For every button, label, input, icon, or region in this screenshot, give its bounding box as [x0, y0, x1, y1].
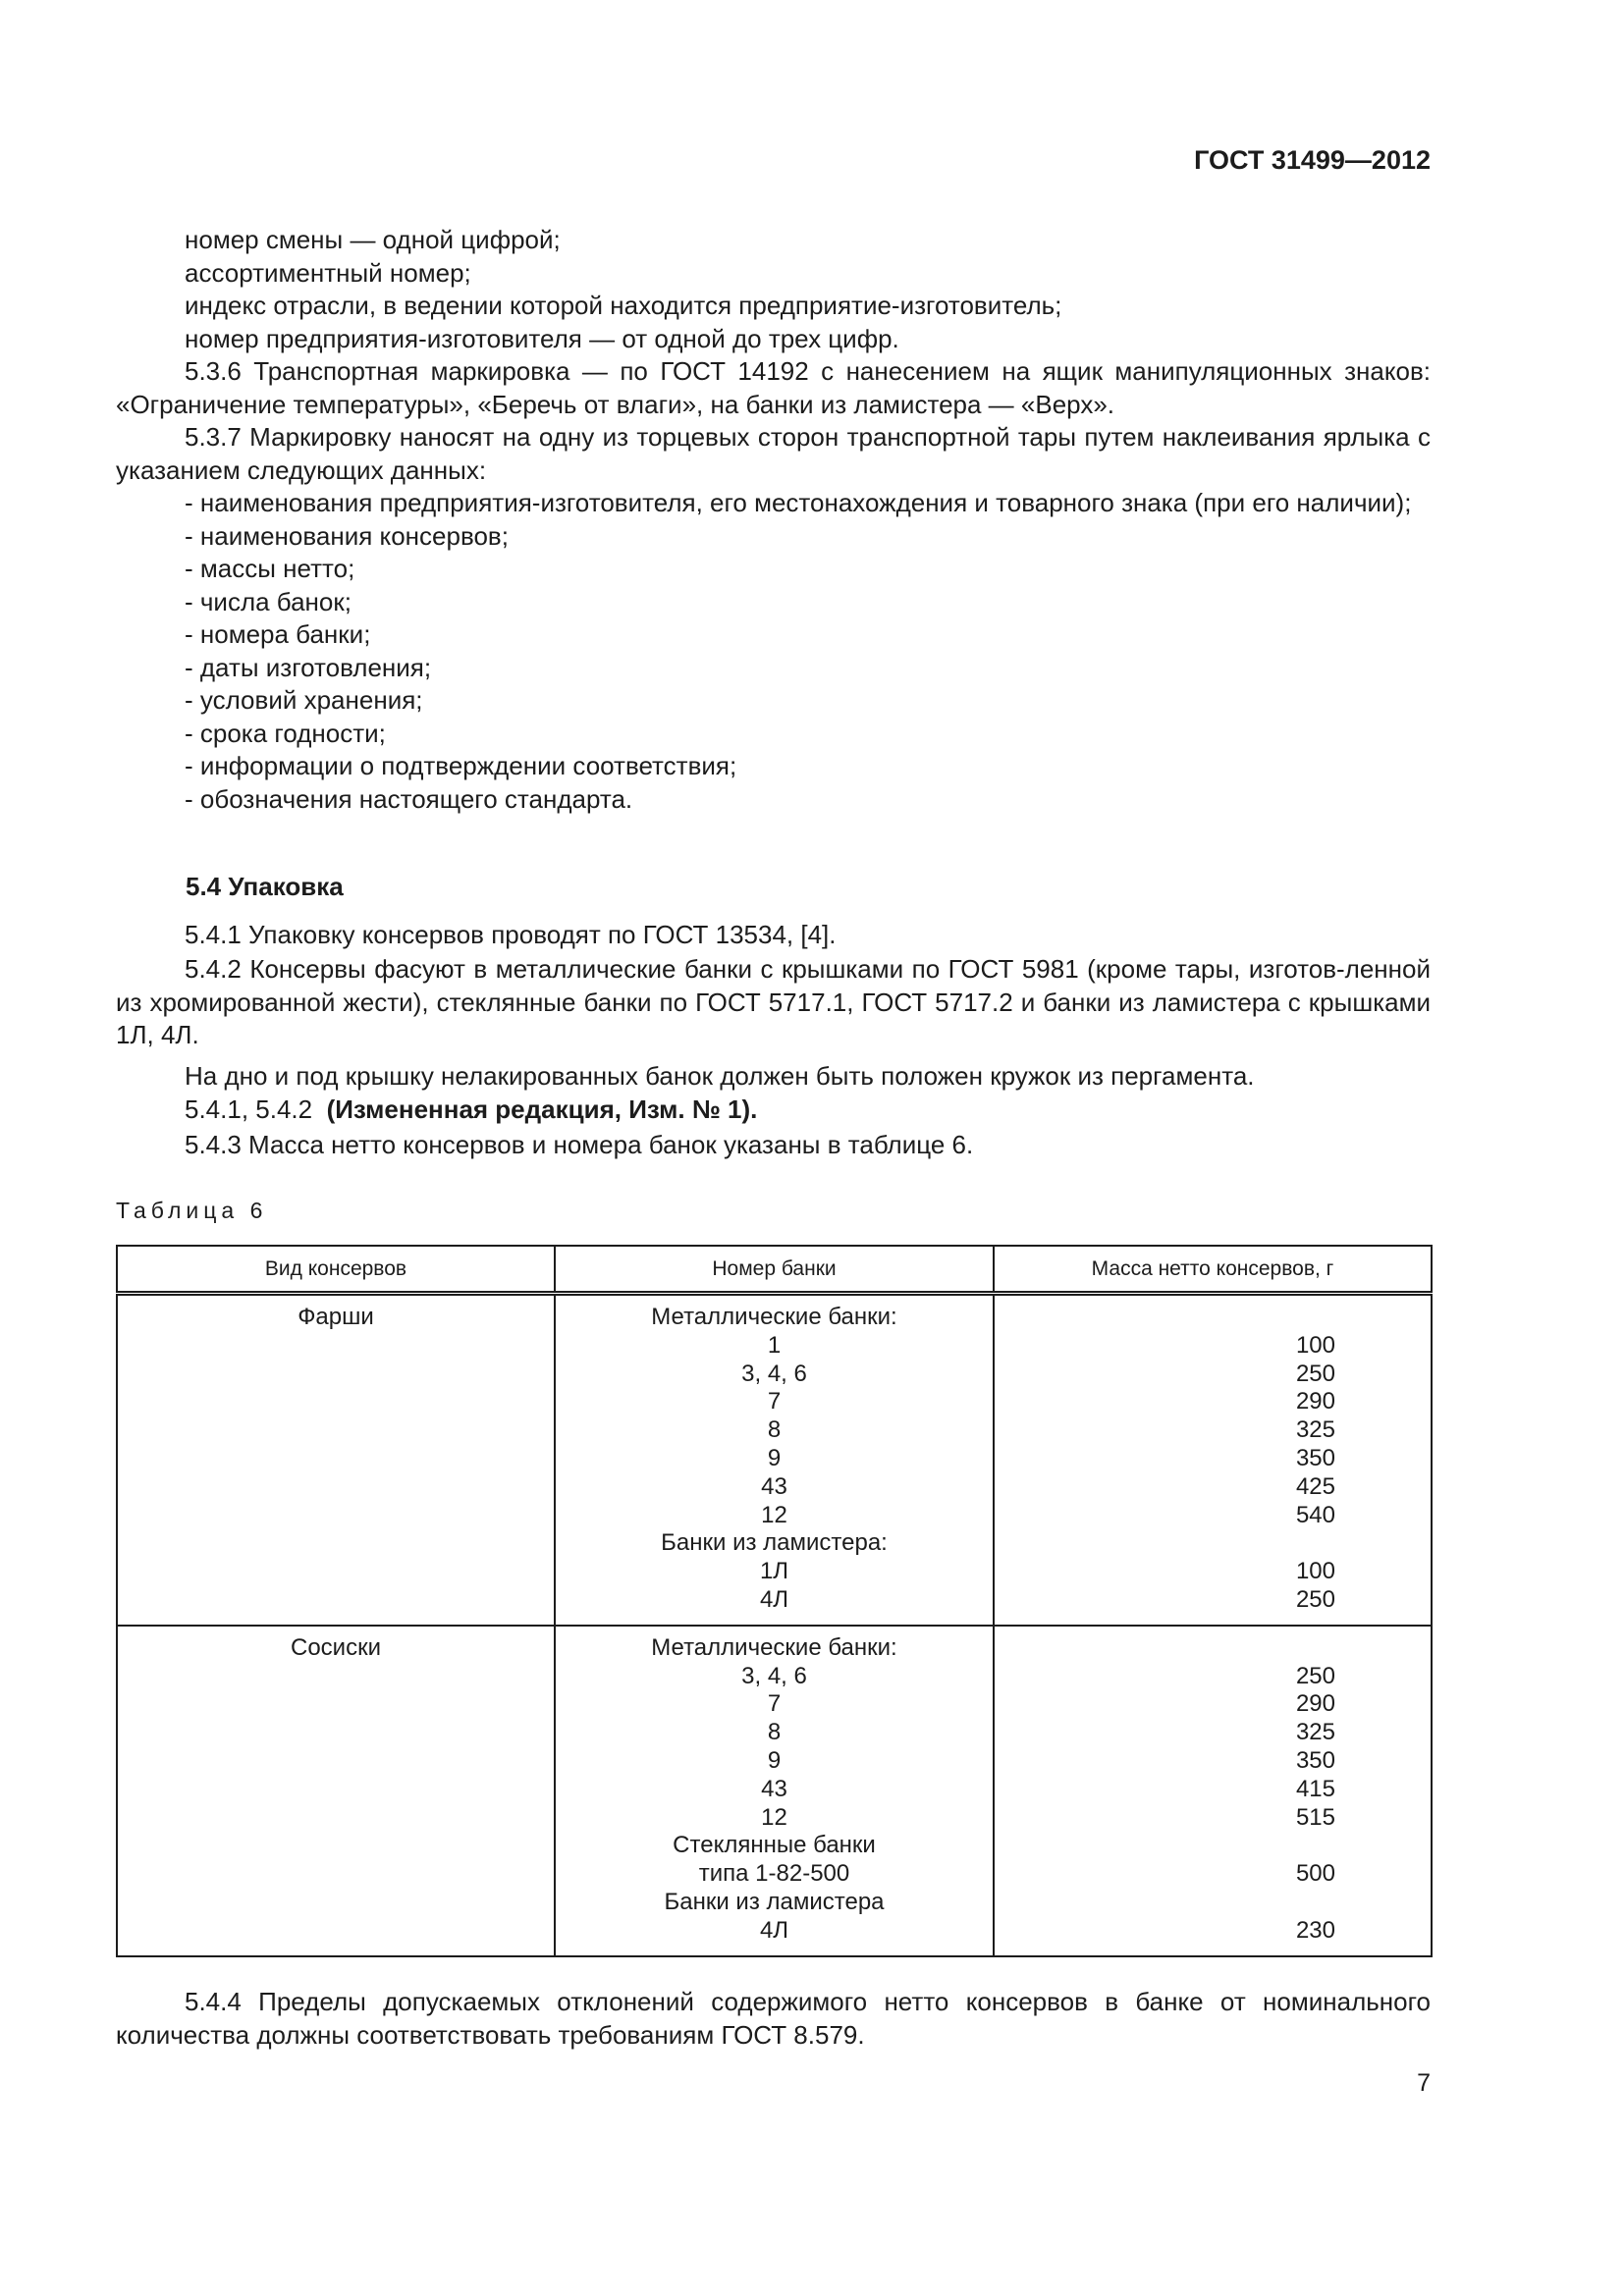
- paragraph-bottom-lid: На дно и под крышку нелакированных банок должен быть положен кружок из пергамента.: [185, 1061, 1255, 1091]
- marking-list: [116, 487, 1431, 816]
- page-number: 7: [1417, 2069, 1431, 2097]
- can-number: 7: [767, 1388, 782, 1415]
- can-number: 1Л: [759, 1558, 789, 1585]
- can-number: 4Л: [759, 1585, 789, 1613]
- can-number: 12: [761, 1501, 787, 1528]
- can-number: 9: [767, 1746, 782, 1774]
- intro-line: номер смены — одной цифрой;: [185, 225, 561, 254]
- product-kind-cell: [117, 1626, 555, 1956]
- paragraph-5-3-6: 5.3.6 Транспортная маркировка — по ГОСТ 14192 с нанесением на ящик манипуляционных знаков: «Ограничение температуры», «Беречь от влаги», на банки из ламистера — «Верх».: [116, 356, 1431, 419]
- intro-line: номер предприятия-изготовителя — от одной до трех цифр.: [185, 323, 899, 353]
- product-kind: Сосиски: [291, 1633, 381, 1661]
- can-number: 8: [767, 1719, 782, 1746]
- net-mass: [1090, 1304, 1335, 1332]
- product-kind: Фарши: [298, 1304, 374, 1330]
- can-number: 4Л: [759, 1916, 789, 1944]
- list-item: - наименования консервов;: [185, 520, 509, 551]
- net-mass: 415: [1295, 1775, 1335, 1802]
- net-mass: 250: [1295, 1585, 1335, 1613]
- list-item: - даты изготовления;: [185, 652, 432, 682]
- net-mass-cell: [994, 1626, 1432, 1956]
- net-mass: 425: [1295, 1472, 1335, 1500]
- intro-line: ассортиментный номер;: [185, 257, 471, 288]
- intro-lines: [116, 224, 1431, 355]
- canned-mass-table: [116, 1245, 1433, 1957]
- list-item: - срока годности;: [185, 718, 386, 748]
- net-mass: 500: [1295, 1860, 1335, 1888]
- net-mass: 350: [1295, 1746, 1335, 1774]
- can-number: 7: [767, 1690, 782, 1718]
- can-number: Банки из ламистера: [664, 1888, 885, 1915]
- paragraph-amendment: [116, 1094, 1431, 1127]
- net-mass: 325: [1295, 1719, 1335, 1746]
- table-row: [117, 1294, 1432, 1626]
- can-number: 8: [767, 1416, 782, 1444]
- net-mass: 540: [1295, 1501, 1335, 1528]
- intro-line: индекс отрасли, в ведении которой находится предприятие-изготовитель;: [185, 291, 1062, 320]
- net-mass: 325: [1295, 1416, 1335, 1444]
- net-mass: 250: [1295, 1662, 1335, 1689]
- net-mass: 250: [1295, 1360, 1335, 1387]
- table-row: [117, 1626, 1432, 1956]
- net-mass: 350: [1295, 1444, 1335, 1471]
- can-number: 12: [761, 1803, 787, 1831]
- net-mass: [1090, 1634, 1335, 1663]
- net-mass: 100: [1295, 1331, 1335, 1359]
- list-item: - условий хранения;: [185, 685, 423, 715]
- list-item: - номера банки;: [185, 619, 371, 649]
- can-number: 43: [761, 1472, 787, 1500]
- net-mass: [1090, 1889, 1335, 1917]
- net-mass: 290: [1295, 1388, 1335, 1415]
- can-number: 3, 4, 6: [741, 1360, 807, 1387]
- can-number: 43: [761, 1775, 787, 1802]
- column-header: Вид консервов: [117, 1246, 555, 1294]
- table-caption: Таблица 6: [116, 1198, 268, 1223]
- can-number: Металлические банки:: [651, 1633, 897, 1661]
- product-kind-cell: [117, 1294, 555, 1626]
- document-id: ГОСТ 31499—2012: [1194, 145, 1431, 175]
- net-mass: 100: [1295, 1558, 1335, 1585]
- paragraph-5-4-2: 5.4.2 Консервы фасуют в металлические банки с крышками по ГОСТ 5981 (кроме тары, изготов-ленной из хромированной жести), стеклянные банки по ГОСТ 5717.1, ГОСТ 5717.2 и банки из ламистера с крышками 1Л, 4Л.: [116, 954, 1431, 1049]
- paragraph-5-3-7: 5.3.7 Маркировку наносят на одну из торцевых сторон транспортной тары путем наклеивания ярлыка с указанием следующих данных:: [116, 422, 1431, 485]
- paragraph-5-4-4: 5.4.4 Пределы допускаемых отклонений содержимого нетто консервов в банке от номинального количества должны соответствовать требованиям ГОСТ 8.579.: [116, 1987, 1431, 2050]
- net-mass: 290: [1295, 1690, 1335, 1718]
- can-number: Стеклянные банки: [673, 1832, 876, 1859]
- table-header-row: [117, 1246, 1432, 1294]
- list-item: - массы нетто;: [185, 554, 355, 583]
- can-number: Металлические банки:: [651, 1304, 897, 1330]
- can-number-cell: [555, 1294, 994, 1626]
- list-item: - наименования предприятия-изготовителя, его местонахождения и товарного знака (при его наличии);: [185, 488, 1412, 517]
- net-mass: 230: [1295, 1916, 1335, 1944]
- list-item: - обозначения настоящего стандарта.: [185, 783, 633, 814]
- can-number: Банки из ламистера:: [661, 1529, 888, 1557]
- list-item: - числа банок;: [185, 586, 352, 616]
- list-item: - информации о подтверждении соответствия;: [185, 751, 737, 780]
- column-header: Номер банки: [555, 1246, 994, 1294]
- column-header: Масса нетто консервов, г: [994, 1246, 1432, 1294]
- paragraph-5-4-1: 5.4.1 Упаковку консервов проводят по ГОСТ 13534, [4].: [185, 920, 837, 949]
- can-number: 9: [767, 1444, 782, 1471]
- can-number: типа 1-82-500: [698, 1860, 850, 1888]
- can-number: 1: [767, 1331, 782, 1359]
- net-mass: 515: [1295, 1803, 1335, 1831]
- amendment-note: (Измененная редакция, Изм. № 1).: [326, 1095, 758, 1124]
- paragraph-5-4-3: 5.4.3 Масса нетто консервов и номера банок указаны в таблице 6.: [185, 1130, 974, 1159]
- can-number-cell: [555, 1626, 994, 1956]
- can-number: 3, 4, 6: [741, 1662, 807, 1689]
- net-mass: [1090, 1529, 1335, 1558]
- net-mass: [1090, 1832, 1335, 1860]
- net-mass-cell: [994, 1294, 1432, 1626]
- section-heading: 5.4 Упаковка: [186, 872, 344, 901]
- amendment-refs: 5.4.1, 5.4.2: [185, 1095, 313, 1124]
